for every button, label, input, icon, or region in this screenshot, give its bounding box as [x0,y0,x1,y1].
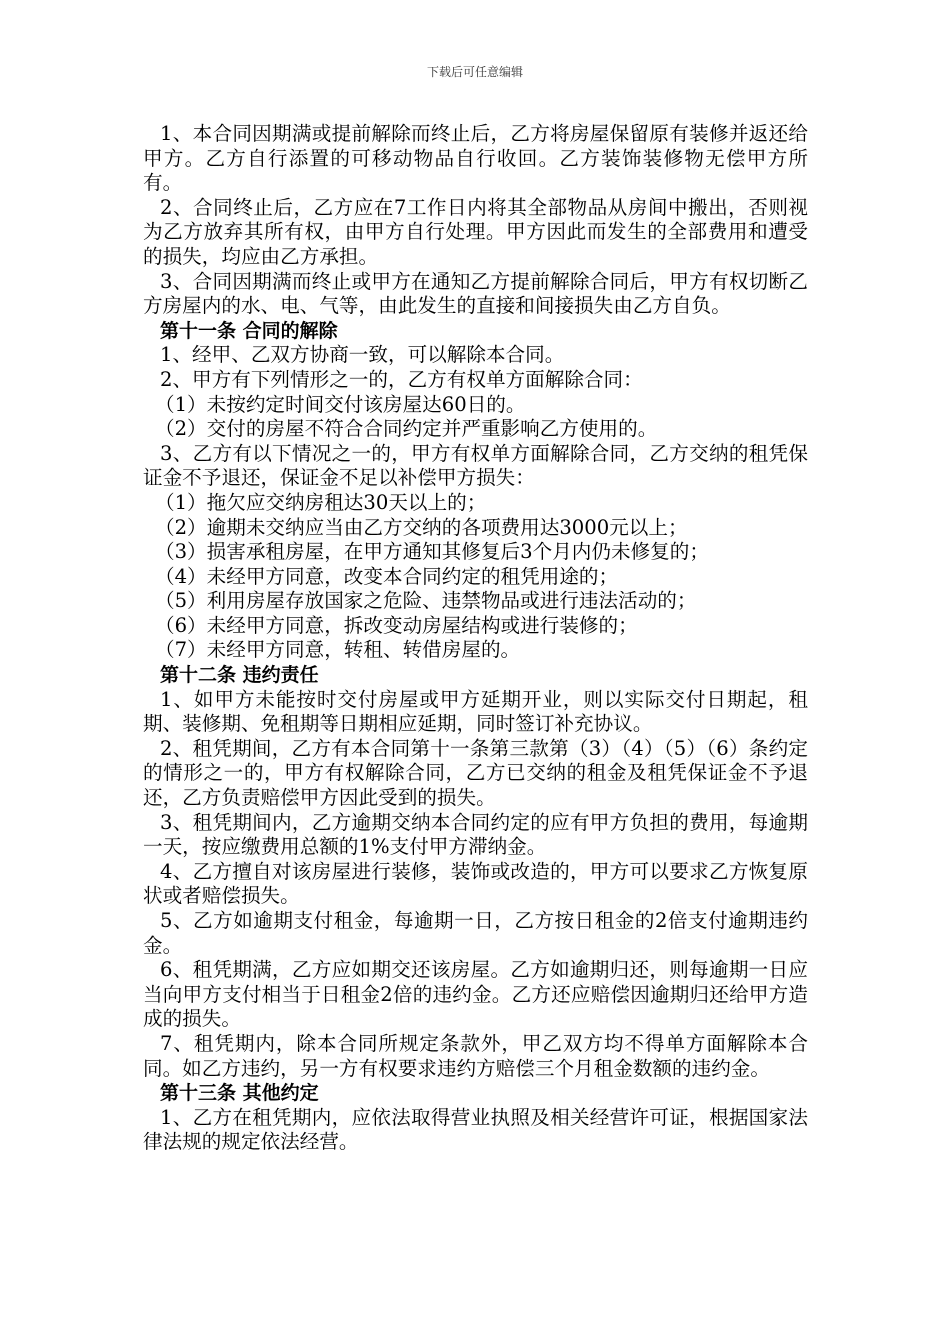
clause-paragraph: 3、合同因期满而终止或甲方在通知乙方提前解除合同后，甲方有权切断乙方房屋内的水、电、气等，由此发生的直接和间接损失由乙方自负。 [143,269,808,318]
clause-paragraph: 6、租凭期满，乙方应如期交还该房屋。乙方如逾期归还，则每逾期一日应当向甲方支付相当于日租金2倍的违约金。乙方还应赔偿因逾期归还给甲方造成的损失。 [143,958,808,1031]
sub-item: （1）拖欠应交纳房租达30天以上的； [155,490,487,514]
section-heading: 第十二条 违约责任 [160,664,319,687]
section-heading: 第十三条 其他约定 [160,1082,319,1105]
sub-item: （6）未经甲方同意，拆改变动房屋结构或进行装修的； [155,613,638,637]
document-body [143,122,808,1155]
clause-paragraph: 7、租凭期内，除本合同所规定条款外，甲乙双方均不得单方面解除本合同。如乙方违约，另一方有权要求违约方赔偿三个月租金数额的违约金。 [143,1031,808,1080]
clause-paragraph: 2、甲方有下列情形之一的，乙方有权单方面解除合同： [160,367,643,391]
header-note: 下载后可任意编辑 [426,65,523,79]
clause-paragraph: 1、本合同因期满或提前解除而终止后，乙方将房屋保留原有装修并返还给甲方。乙方自行添置的可移动物品自行收回。乙方装饰装修物无偿甲方所有。 [143,122,808,195]
clause-paragraph: 2、租凭期间，乙方有本合同第十一条第三款第（3）（4）（5）（6）条约定的情形之一的，甲方有权解除合同，乙方已交纳的租金及租凭保证金不予退还，乙方负责赔偿甲方因此受到的损失。 [143,736,808,810]
sub-item: （2）逾期未交纳应当由乙方交纳的各项费用达3000元以上； [155,515,688,539]
clause-paragraph: 1、经甲、乙双方协商一致，可以解除本合同。 [160,343,565,367]
sub-item: （2）交付的房屋不符合合同约定并严重影响乙方使用的。 [155,417,658,441]
sub-item: （7）未经甲方同意，转租、转借房屋的。 [155,638,521,662]
section-heading: 第十一条 合同的解除 [160,319,338,342]
clause-paragraph: 1、乙方在租凭期内，应依法取得营业执照及相关经营许可证，根据国家法律法规的规定依法经营。 [143,1105,808,1154]
clause-paragraph: 5、乙方如逾期支付租金，每逾期一日，乙方按日租金的2倍支付逾期违约金。 [143,909,808,957]
clause-paragraph: 2、合同终止后，乙方应在7工作日内将其全部物品从房间中搬出，否则视为乙方放弃其所有权，由甲方自行处理。甲方因此而发生的全部费用和遭受的损失，均应由乙方承担。 [143,195,808,268]
sub-item: （5）利用房屋存放国家之危险、违禁物品或进行违法活动的； [155,589,697,613]
clause-paragraph: 4、乙方擅自对该房屋进行装修，装饰或改造的，甲方可以要求乙方恢复原状或者赔偿损失。 [143,859,808,908]
clause-paragraph: 3、租凭期间内，乙方逾期交纳本合同约定的应有甲方负担的费用，每逾期一天，按应缴费用总额的1%支付甲方滞纳金。 [143,810,808,859]
clause-paragraph: 3、乙方有以下情况之一的，甲方有权单方面解除合同，乙方交纳的租凭保证金不予退还，保证金不足以补偿甲方损失： [143,441,808,490]
sub-item: （3）损害承租房屋，在甲方通知其修复后3个月内仍未修复的； [155,540,709,564]
sub-item: （1）未按约定时间交付该房屋达60日的。 [155,392,526,416]
sub-item: （4）未经甲方同意，改变本合同约定的租凭用途的； [155,564,619,588]
clause-paragraph: 1、如甲方未能按时交付房屋或甲方延期开业，则以实际交付日期起，租期、装修期、免租期等日期相应延期，同时签订补充协议。 [143,687,808,736]
